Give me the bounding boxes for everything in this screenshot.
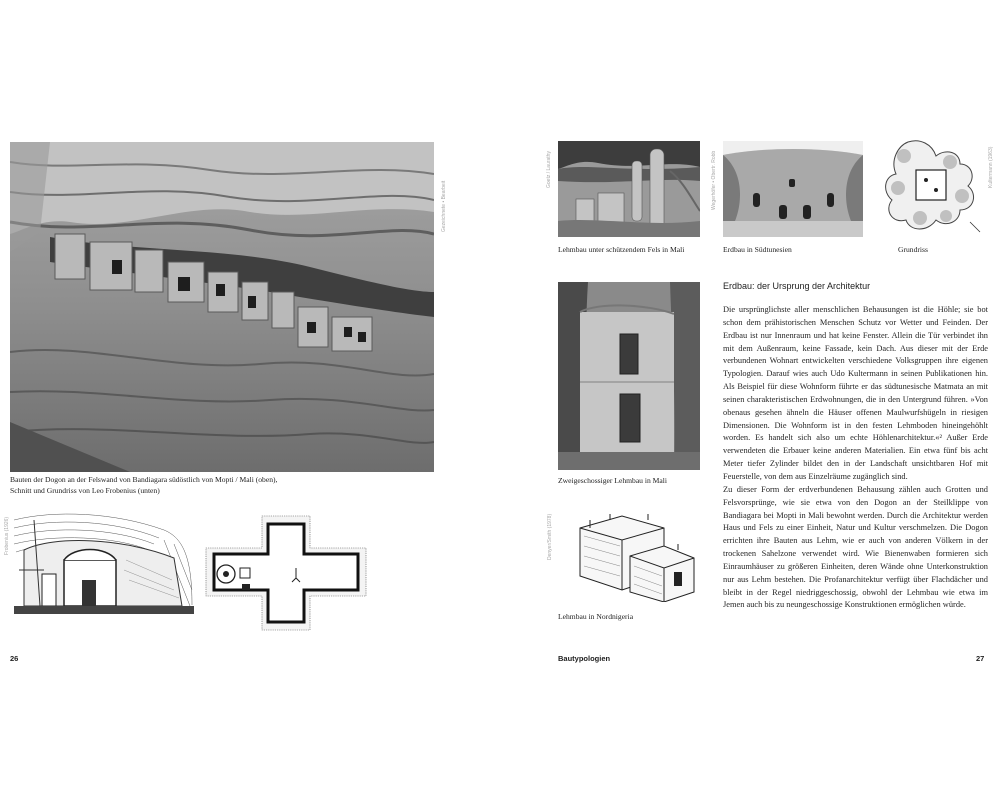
- top-image-2-credit: Wegerhöfer • Obertr. Robb: [711, 150, 717, 210]
- body-paragraph-2: Zu dieser Form der erdverbundenen Behausung zählen auch Grotten und Felsvorsprünge, wie sie etwa von den Dogon an der Steilklippe von Bandiagara bei Mopti in Mali bewohnt werden. Durch die Architektur werden Haus und Fels zu einer Einheit, Natur und Kultur verschmelzen. Die Dogon errichten ihre Bauten aus Lehm, wie er auch von anderen Völkern in der trockenen Sahelzone verwendet wird. Wie Bienenwaben formieren sich Einraumhäuser zu größeren Einheiten, deren Wände ohne Unterkonstruktion nur aus Lehm bestehen. Die Profanarchitektur verfügt über Flachdächer und bleibt in der Regel niedriggeschossig, obwohl der Lehmbau wie etwa im Jemen auch bis zu neungeschossige Konstruktionen ermöglichen würde.: [723, 484, 988, 610]
- running-title: Bautypologien: [558, 654, 611, 663]
- cave-section-drawing: [14, 510, 194, 614]
- top-image-1-credit: Goetz / Laurathy: [546, 151, 552, 188]
- right-page-number: 27: [976, 654, 985, 663]
- sketch-credit: Denyer/Smith (1978): [547, 513, 553, 560]
- nigeria-mud-house-sketch: [560, 506, 700, 602]
- matmata-floor-plan-drawing: [880, 136, 984, 236]
- main-photo-caption-line1: Bauten der Dogon an der Felswand von Bandiagara südöstlich von Mopti / Mali (oben),: [10, 475, 278, 484]
- top-image-3-credit: Kultermann (1963): [988, 146, 994, 188]
- main-photo-credit: Gezeichnete • Bearbeit: [441, 180, 447, 232]
- dogon-plan-drawing: [202, 512, 370, 634]
- tunisia-earth-house-photo: [723, 141, 863, 237]
- mali-cliff-photo: [558, 141, 700, 237]
- left-page-number: 26: [10, 654, 19, 663]
- dogon-cliff-photo: [10, 142, 434, 472]
- top-image-3-caption: Grundriss: [898, 245, 928, 254]
- top-image-2-caption: Erdbau in Südtunesien: [723, 245, 792, 254]
- body-text: [723, 304, 988, 612]
- top-image-1-caption: Lehmbau unter schützendem Fels in Mali: [558, 245, 685, 254]
- main-photo-caption-line2: Schnitt und Grundriss von Leo Frobenius (unten): [10, 486, 160, 495]
- mid-photo-caption: Zweigeschossiger Lehmbau in Mali: [558, 476, 668, 485]
- sketch-caption: Lehmbau in Nordnigeria: [558, 612, 634, 621]
- two-storey-mud-house-photo: [558, 282, 700, 470]
- section-heading: Erdbau: der Ursprung der Architektur: [723, 281, 871, 291]
- section-drawing-credit: Frobenius (1926): [4, 516, 10, 555]
- body-paragraph-1: Die ursprünglichste aller menschlichen Behausungen ist die Höhle; sie bot schon dem prähistorischen Menschen Schutz vor Wetter und Feinden. Der Erdbau ist nur Innenraum und hat keine Fenster. Allein die Tür verbindet ihn mit dem Außenraum, keine Fassade, kein Dach. Aus dieser mit der Erde verbundenen Wohnart entwickelten verschiedene Volksgruppen ihre eigenen Typologien. Darauf wies auch Udo Kultermann in seinen Publikationen hin. Als Beispiel für diese Wohnform führte er das südtunesische Matmata an mit seinen charakteristischen Erdwohnungen, die in den Untergrund führen. »Von obenaus gesehen ähneln die Häuser offenen Maulwurfshügeln in riesigen Dimensionen. Die Wohnform ist in den festen Lehmboden hineingehöhlt worden. Es handelt sich also um echte Höhlenarchitektur.«² Außer Erde verwendeten die Erbauer keine anderen Materialien. Ein etwa fünf bis acht Meter tiefer Zylinder bildet den in der Landschaft unsichtbaren Hof mit Feuerstelle, von dem aus Einzelräume zugänglich sind.: [723, 305, 988, 481]
